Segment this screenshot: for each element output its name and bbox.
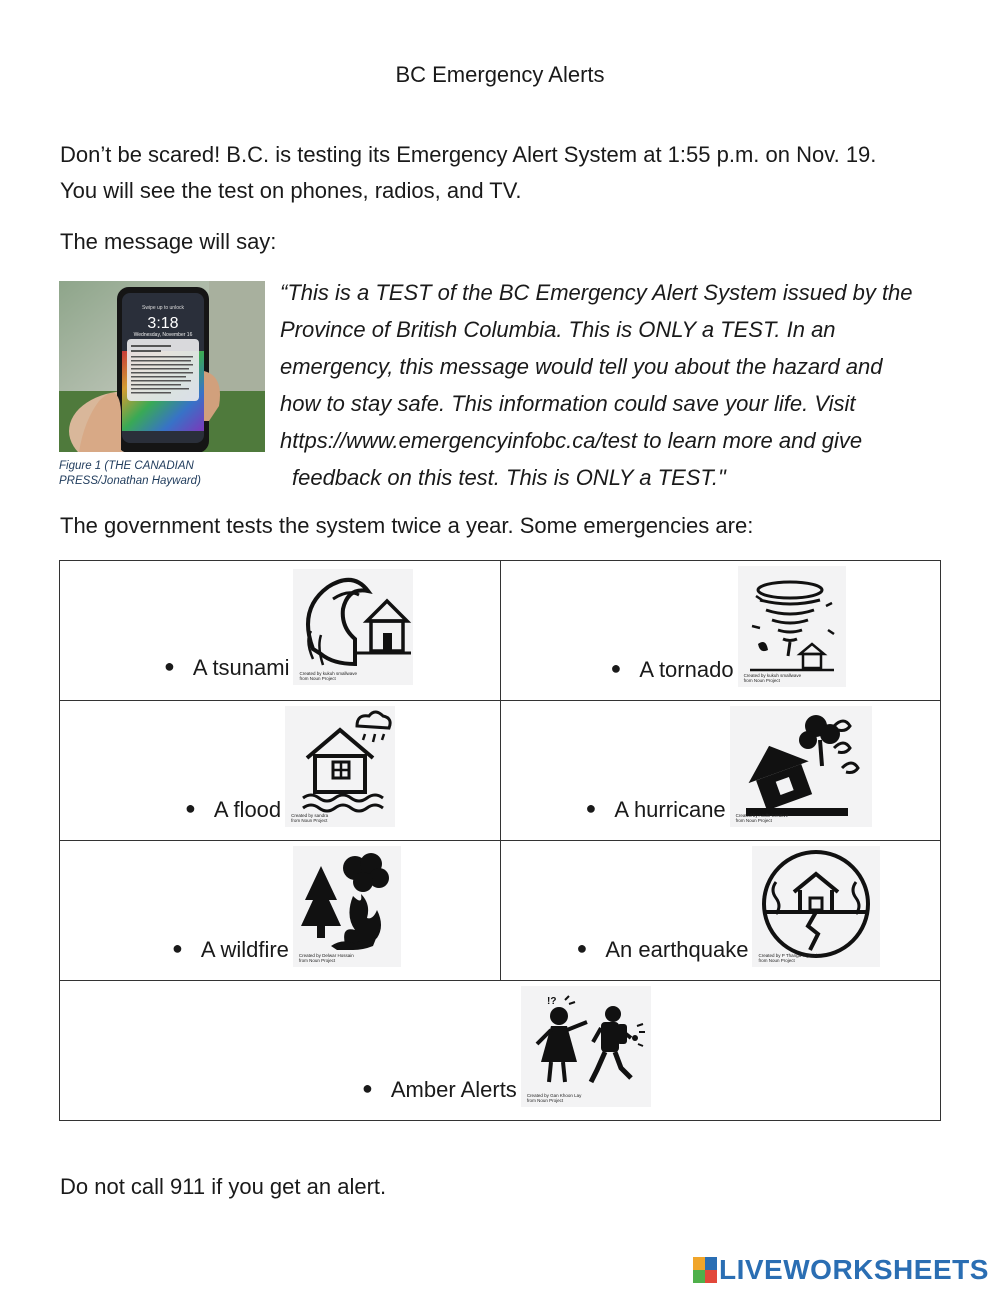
amber-alert-icon xyxy=(521,986,651,1107)
svg-text:!?: !? xyxy=(546,996,557,1007)
list-item xyxy=(185,706,395,827)
table-cell xyxy=(60,841,501,981)
table-cell xyxy=(500,561,941,701)
table-cell xyxy=(60,561,501,701)
table-cell xyxy=(60,981,941,1121)
caption-line-2: PRESS/Jonathan Hayward) xyxy=(59,475,201,487)
tornado-icon xyxy=(738,566,846,687)
wildfire-icon xyxy=(293,846,401,967)
hurricane-icon xyxy=(730,706,872,827)
closing-note: Do not call 911 if you get an alert. xyxy=(60,1174,387,1199)
intro-paragraph xyxy=(60,137,960,209)
bullet-icon: ● xyxy=(610,658,622,678)
logo-mark-icon xyxy=(693,1257,717,1283)
phone-swipe-text: Swipe up to unlock xyxy=(142,305,184,311)
list-item xyxy=(586,706,872,827)
icon-credit: Created by Gan Khoon Lay from Noun Project xyxy=(526,1093,582,1103)
bullet-icon: ● xyxy=(362,1078,373,1098)
flood-icon xyxy=(285,706,395,827)
caption-line-1: Figure 1 (THE CANADIAN xyxy=(59,460,194,472)
phone-time: 3:18 xyxy=(147,315,179,332)
emergency-label: An earthquake xyxy=(605,937,749,962)
table-row xyxy=(60,701,941,841)
photo-caption xyxy=(59,459,259,489)
quote-line-1: “This is a TEST of the BC Emergency Alert System issued by the xyxy=(280,280,913,305)
bullet-icon: ● xyxy=(164,656,175,676)
table-cell xyxy=(60,701,501,841)
emergency-label: A tornado xyxy=(639,657,734,682)
icon-credit: Created by P Thanga Vignesh from Noun Project xyxy=(758,953,819,963)
bullet-icon: ● xyxy=(185,798,196,818)
icon-credit: Created by kukuh smallwave from Noun Project xyxy=(299,671,358,681)
emergencies-intro: The government tests the system twice a year. Some emergencies are: xyxy=(60,513,754,538)
emergencies-table xyxy=(59,560,941,1121)
quote-line-5: https://www.emergencyinfobc.ca/test to learn more and give xyxy=(280,428,863,453)
intro-line-1: Don’t be scared! B.C. is testing its Emergency Alert System at 1:55 p.m. on Nov. 19. xyxy=(60,142,877,167)
quote-line-2: Province of British Columbia. This is ONLY a TEST. In an xyxy=(280,317,836,342)
quote-line-3: emergency, this message would tell you about the hazard and xyxy=(280,354,883,379)
bullet-icon: ● xyxy=(576,938,588,958)
list-item xyxy=(164,569,413,685)
emergency-label: A wildfire xyxy=(200,937,289,962)
quote-line-6: feedback on this test. This is ONLY a TEST." xyxy=(292,465,726,490)
icon-credit: Created by Andhi Creative from Noun Project xyxy=(735,813,789,823)
table-row xyxy=(60,981,941,1121)
quote-line-4: how to stay safe. This information could save your life. Visit xyxy=(280,391,856,416)
alert-message-quote xyxy=(280,274,960,496)
page-title: BC Emergency Alerts xyxy=(395,62,605,87)
liveworksheets-logo xyxy=(693,1254,989,1286)
emergency-label: A flood xyxy=(213,797,282,822)
table-row xyxy=(60,561,941,701)
intro-line-2: You will see the test on phones, radios, and TV. xyxy=(60,178,522,203)
tsunami-icon xyxy=(293,569,413,685)
emergency-label: Amber Alerts xyxy=(390,1077,517,1102)
icon-credit: Created by kukuh smallwave from Noun Project xyxy=(743,673,802,683)
phone-alert-photo xyxy=(59,281,265,452)
bullet-icon: ● xyxy=(172,938,183,958)
bullet-icon: ● xyxy=(585,798,597,818)
table-row xyxy=(60,841,941,981)
table-cell xyxy=(500,701,941,841)
list-item xyxy=(611,566,846,687)
message-intro: The message will say: xyxy=(60,229,277,254)
icon-credit: Created by Delwar Hossain from Noun Project xyxy=(298,953,354,963)
phone-date: Wednesday, November 16 xyxy=(133,332,193,338)
emergency-label: A tsunami xyxy=(192,655,290,680)
table-cell xyxy=(500,841,941,981)
icon-credit: Created by sandra from Noun Project xyxy=(291,813,329,823)
earthquake-icon xyxy=(752,846,880,967)
list-item xyxy=(362,986,651,1107)
list-item xyxy=(577,846,881,967)
list-item xyxy=(172,846,401,967)
emergency-label: A hurricane xyxy=(614,797,726,822)
brand-name: LIVEWORKSHEETS xyxy=(719,1254,989,1285)
